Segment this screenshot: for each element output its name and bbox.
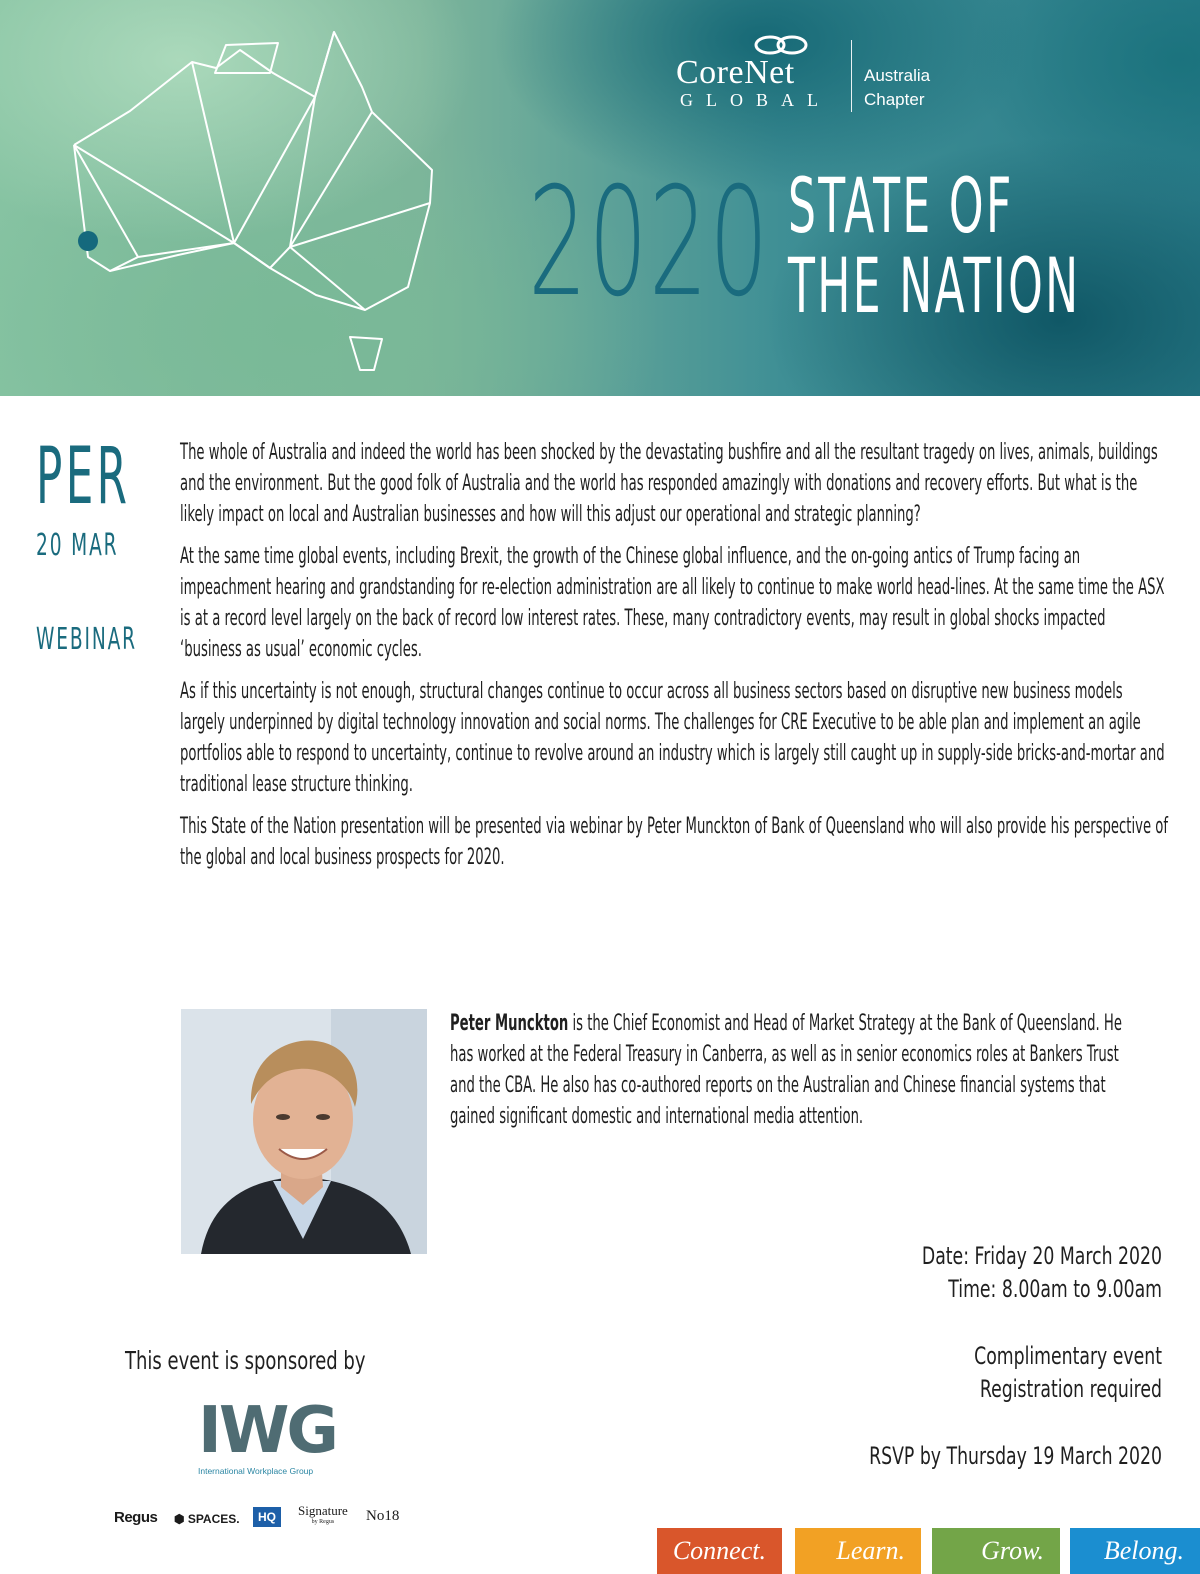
- chapter-line-2: Chapter: [864, 90, 925, 109]
- event-headline: [788, 161, 1081, 330]
- pillar-grow: Grow.: [932, 1528, 1060, 1574]
- australia-map-graphic: [60, 25, 450, 385]
- chapter-label: [864, 64, 930, 112]
- signature-logo-by: by Regus: [311, 1519, 335, 1525]
- iwg-logo: [196, 1394, 336, 1482]
- event-cost: Complimentary event: [974, 1342, 1162, 1370]
- event-year: 2020: [528, 156, 770, 330]
- iwg-subtitle: International Workplace Group: [198, 1466, 314, 1476]
- chapter-line-1: Australia: [864, 66, 931, 85]
- speaker-portrait-image: [181, 1009, 427, 1254]
- event-time: Time: 8.00am to 9.00am: [948, 1275, 1162, 1303]
- hq-logo: HQ: [253, 1507, 281, 1527]
- event-registration: Registration required: [979, 1375, 1162, 1403]
- no18-logo: No18: [366, 1508, 400, 1524]
- event-date-short: 20 MAR: [36, 528, 119, 563]
- corenet-logo: [676, 34, 946, 116]
- regus-logo: Regus: [114, 1509, 158, 1526]
- event-format: WEBINAR: [36, 622, 137, 657]
- headline-line-1: STATE OF: [788, 161, 1014, 250]
- event-rsvp: RSVP by Thursday 19 March 2020: [869, 1442, 1162, 1470]
- speaker-bio: [450, 1008, 1140, 1132]
- signature-logo-text: Signature: [298, 1503, 348, 1518]
- location-pin-icon: [78, 231, 98, 251]
- event-details: [742, 1240, 1162, 1473]
- spaces-logo-text: SPACES.: [187, 1512, 240, 1526]
- description-paragraph-2: At the same time global events, including Brexit, the growth of the Chinese global influence, and the on-going antics of Trump facing an impeachment hearing and grandstanding for re-election administration are all likely to continue to make world head-lines. At the same time the ASX is at a record level largely on the back of record low interest rates. These, many contradictory events, may result in global shocks impacted ‘business as usual’ economic cycles.: [180, 544, 1165, 662]
- sponsor-label: This event is sponsored by: [125, 1346, 366, 1375]
- logo-divider: [851, 40, 852, 112]
- pillar-connect: Connect.: [657, 1528, 782, 1574]
- pillar-learn: Learn.: [795, 1528, 921, 1574]
- speaker-name: Peter Munckton: [450, 1011, 569, 1036]
- iwg-wordmark: IWG: [198, 1394, 336, 1468]
- speaker-bio-text: is the Chief Economist and Head of Market Strategy at the Bank of Queensland. He has worked at the Federal Treasury in Canberra, as well as in senior economics roles at Bankers Trust and the CBA. He also has co-authored reports on the Australian and Chinese financial systems that gained significant domestic and international media attention.: [450, 1011, 1122, 1129]
- signature-logo: [298, 1503, 348, 1525]
- event-description: [180, 437, 1175, 884]
- event-date: Date: Friday 20 March 2020: [921, 1242, 1162, 1270]
- details-spacer-2: [860, 1406, 1162, 1440]
- description-paragraph-1: The whole of Australia and indeed the world has been shocked by the devastating bushfire and all the resultant tragedy on lives, animals, buildings and the environment. But the good folk of Australia and the world has responded amazingly with donations and recovery efforts. But what is the likely impact on local and Australian businesses and how will this adjust our operational and strategic planning?: [180, 440, 1158, 527]
- description-paragraph-3: As if this uncertainty is not enough, structural changes continue to occur across all business sectors based on disruptive new business models largely underpinned by digital technology innovation and social norms. The challenges for CRE Executive to be able plan and implement an agile portfolios able to respond to uncertainty, continue to revolve around an industry which is largely still caught up in supply-side bricks-and-mortar and traditional lease structure thinking.: [180, 679, 1165, 797]
- details-spacer: [860, 1306, 1162, 1340]
- logo-subtitle: GLOBAL: [680, 90, 831, 110]
- headline-line-2: THE NATION: [788, 241, 1081, 330]
- corenet-rings-icon: [750, 34, 812, 56]
- logo-wordmark: CoreNet: [676, 54, 795, 91]
- spaces-logo: ⬢ SPACES.: [174, 1512, 240, 1526]
- pillar-belong: Belong.: [1070, 1528, 1200, 1574]
- speaker-photo: [181, 1009, 427, 1254]
- header-banner: [0, 0, 1200, 396]
- description-paragraph-4: This State of the Nation presentation will be presented via webinar by Peter Munckton of Bank of Queensland who will also provide his perspective of the global and local business prospects for 2020.: [180, 814, 1168, 870]
- event-city: PER: [36, 432, 131, 522]
- sponsor-brands: [112, 1503, 412, 1535]
